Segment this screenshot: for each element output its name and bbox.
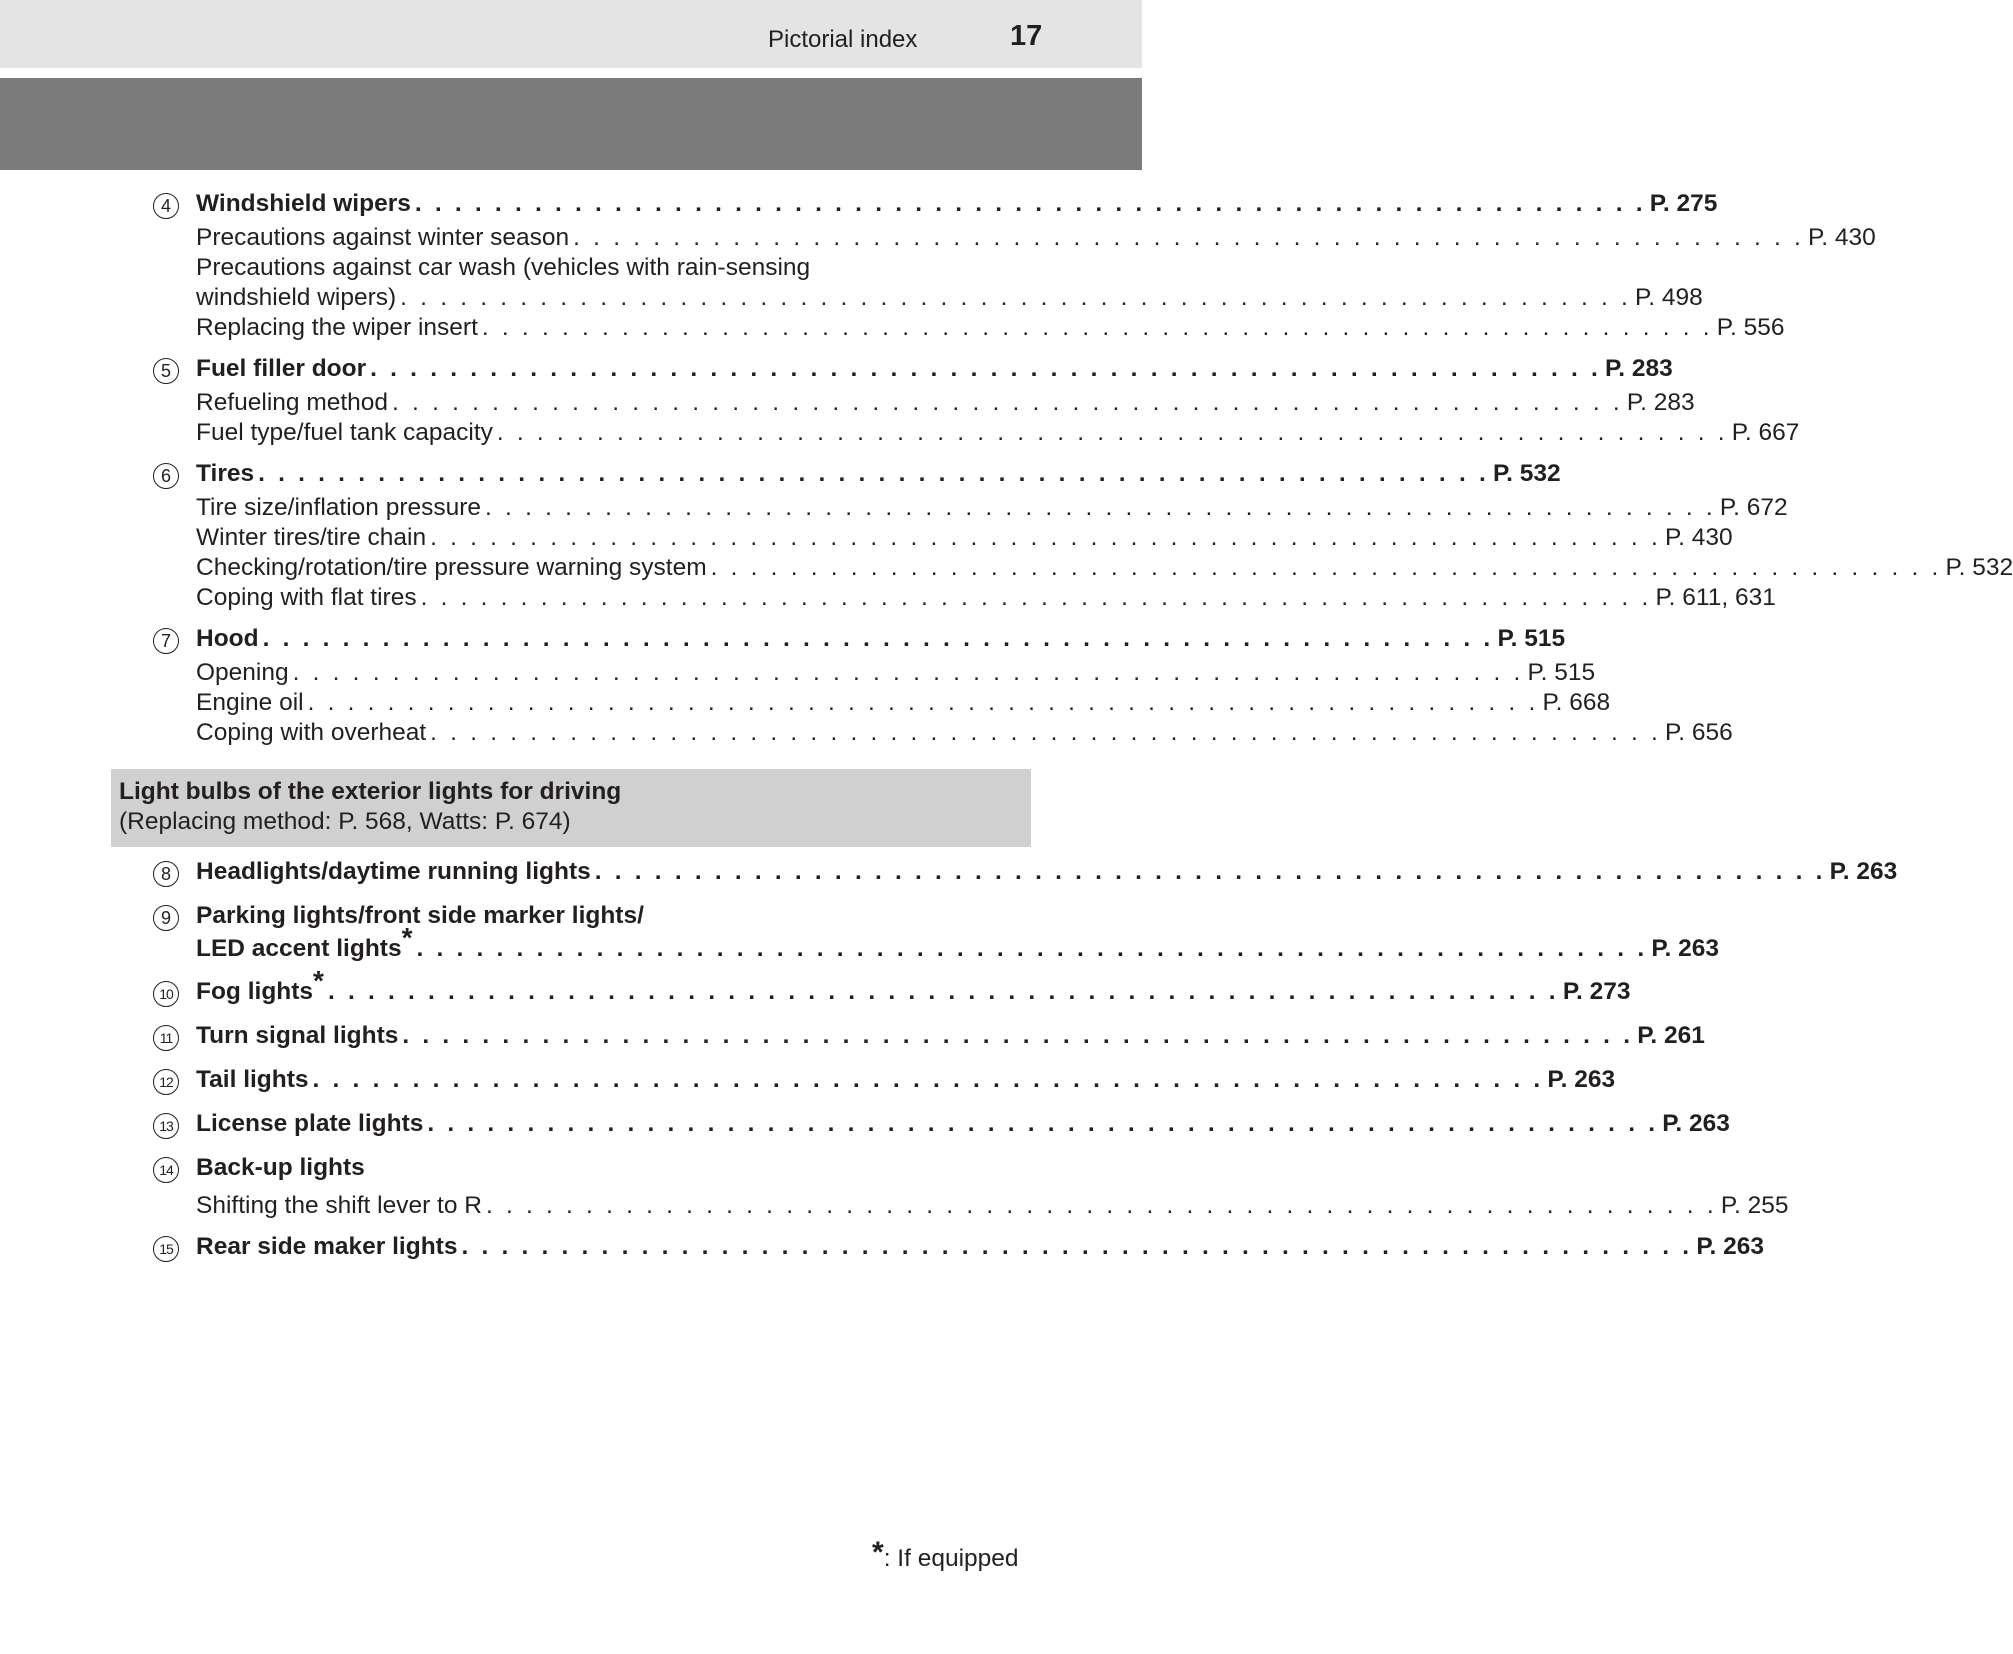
dot-leader: . . . . . . . . . . . . . . . . . . . . . . . . . . . . . . . . . . . . . . . . . . . . . . . . . . . . . . . . . . . . . . bbox=[327, 978, 1559, 1005]
dot-leader: . . . . . . . . . . . . . . . . . . . . . . . . . . . . . . . . . . . . . . . . . . . . . . . . . . . . . . . . . . . . . . bbox=[370, 355, 1602, 382]
subentry-hood-opening[interactable] bbox=[196, 657, 1596, 689]
dot-leader: . . . . . . . . . . . . . . . . . . . . . . . . . . . . . . . . . . . . . . . . . . . . . . . . . . . . . . . . . . . . . . bbox=[485, 1192, 1717, 1219]
page-ref: P. 275 bbox=[1649, 190, 1718, 217]
entry-fog-lights[interactable] bbox=[196, 965, 1631, 1008]
item-number-15: 15 bbox=[153, 1236, 179, 1262]
entry-parking-lights-line1: Parking lights/front side marker lights/ bbox=[196, 902, 644, 929]
dot-leader: . . . . . . . . . . . . . . . . . . . . . . . . . . . . . . . . . . . . . . . . . . . . . . . . . . . . . . . . . . . . . . bbox=[312, 1066, 1544, 1093]
item-number-6: 6 bbox=[153, 463, 179, 489]
light-bulbs-subtitle: (Replacing method: P. 568, Watts: P. 674) bbox=[119, 808, 571, 835]
subentry-engine-oil[interactable] bbox=[196, 687, 1611, 719]
item-number-4: 4 bbox=[153, 193, 179, 219]
entry-tires[interactable] bbox=[196, 458, 1561, 490]
item-number-9: 9 bbox=[153, 905, 179, 931]
entry-turn-signal-lights[interactable] bbox=[196, 1020, 1705, 1052]
entry-fuel-filler-door[interactable] bbox=[196, 353, 1673, 385]
entry-title: License plate lights bbox=[196, 1110, 424, 1137]
page-ref: P. 611, 631 bbox=[1655, 584, 1776, 611]
header-band bbox=[0, 0, 1142, 68]
dot-leader: . . . . . . . . . . . . . . . . . . . . . . . . . . . . . . . . . . . . . . . . . . . . . . . . . . . . . . . . . . . . . . bbox=[430, 719, 1662, 746]
page-ref: P. 515 bbox=[1527, 659, 1596, 686]
footnote bbox=[872, 1536, 1019, 1573]
dot-leader: . . . . . . . . . . . . . . . . . . . . . . . . . . . . . . . . . . . . . . . . . . . . . . . . . . . . . . . . . . . . . . bbox=[392, 389, 1623, 416]
page-ref: P. 263 bbox=[1651, 935, 1720, 962]
subentry-label: Tire size/inflation pressure bbox=[196, 494, 482, 521]
page-ref: P. 263 bbox=[1829, 858, 1898, 885]
light-bulbs-title: Light bulbs of the exterior lights for driving bbox=[119, 778, 622, 805]
item-number-12: 12 bbox=[153, 1069, 179, 1095]
subentry-car-wash[interactable] bbox=[196, 282, 1703, 314]
page-ref: P. 263 bbox=[1696, 1233, 1764, 1260]
dot-leader: . . . . . . . . . . . . . . . . . . . . . . . . . . . . . . . . . . . . . . . . . . . . . . . . . . . . . . . . . . . . . . bbox=[573, 224, 1805, 251]
page-ref: P. 498 bbox=[1635, 284, 1703, 311]
dot-leader: . . . . . . . . . . . . . . . . . . . . . . . . . . . . . . . . . . . . . . . . . . . . . . . . . . . . . . . . . . . . . . bbox=[307, 689, 1539, 716]
entry-hood[interactable] bbox=[196, 623, 1566, 655]
entry-back-up-lights[interactable]: Back-up lights bbox=[196, 1154, 365, 1181]
entry-windshield-wipers[interactable] bbox=[196, 188, 1718, 220]
page-ref: P. 556 bbox=[1716, 314, 1785, 341]
if-equipped-star: * bbox=[313, 965, 324, 996]
page-ref: P. 532 bbox=[1945, 554, 2013, 581]
dot-leader: . . . . . . . . . . . . . . . . . . . . . . . . . . . . . . . . . . . . . . . . . . . . . . . . . . . . . . . . . . . . . . bbox=[400, 284, 1632, 311]
entry-title: Tail lights bbox=[196, 1066, 309, 1093]
subentry-winter-precautions[interactable] bbox=[196, 222, 1876, 254]
dot-leader: . . . . . . . . . . . . . . . . . . . . . . . . . . . . . . . . . . . . . . . . . . . . . . . . . . . . . . . . . . . . . . bbox=[420, 584, 1652, 611]
dot-leader: . . . . . . . . . . . . . . . . . . . . . . . . . . . . . . . . . . . . . . . . . . . . . . . . . . . . . . . . . . . . . . bbox=[710, 554, 1942, 581]
subentry-label: Shifting the shift lever to R bbox=[196, 1192, 482, 1219]
subentry-label: Refueling method bbox=[196, 389, 389, 416]
page-ref: P. 656 bbox=[1665, 719, 1733, 746]
page-ref: P. 532 bbox=[1492, 460, 1561, 487]
light-bulbs-box bbox=[111, 769, 1031, 847]
entry-title: Fog lights* bbox=[196, 965, 324, 1005]
dot-leader: . . . . . . . . . . . . . . . . . . . . . . . . . . . . . . . . . . . . . . . . . . . . . . . . . . . . . . . . . . . . . . bbox=[414, 190, 1646, 217]
page-ref: P. 261 bbox=[1637, 1022, 1705, 1049]
item-number-5: 5 bbox=[153, 358, 179, 384]
entry-parking-lights[interactable] bbox=[196, 922, 1720, 965]
subentry-car-wash-line1: Precautions against car wash (vehicles with rain-sensing bbox=[196, 254, 811, 281]
entry-rear-side-marker-lights[interactable] bbox=[196, 1231, 1764, 1263]
dot-leader: . . . . . . . . . . . . . . . . . . . . . . . . . . . . . . . . . . . . . . . . . . . . . . . . . . . . . . . . . . . . . . bbox=[416, 935, 1648, 962]
page-ref: P. 263 bbox=[1662, 1110, 1730, 1137]
page-ref: P. 515 bbox=[1497, 625, 1566, 652]
page-ref: P. 283 bbox=[1605, 355, 1673, 382]
page-ref: P. 430 bbox=[1808, 224, 1876, 251]
dot-leader: . . . . . . . . . . . . . . . . . . . . . . . . . . . . . . . . . . . . . . . . . . . . . . . . . . . . . . . . . . . . . . bbox=[427, 1110, 1659, 1137]
entry-title: Headlights/daytime running lights bbox=[196, 858, 591, 885]
subentry-fuel-type[interactable] bbox=[196, 417, 1800, 449]
dot-leader: . . . . . . . . . . . . . . . . . . . . . . . . . . . . . . . . . . . . . . . . . . . . . . . . . . . . . . . . . . . . . . bbox=[496, 419, 1728, 446]
subentry-refueling[interactable] bbox=[196, 387, 1695, 419]
subentry-shift-lever[interactable] bbox=[196, 1190, 1789, 1222]
subentry-tire-size[interactable] bbox=[196, 492, 1788, 524]
page-ref: P. 672 bbox=[1719, 494, 1788, 521]
item-number-11: 11 bbox=[153, 1025, 179, 1051]
entry-title: Tires bbox=[196, 460, 255, 487]
footnote-star: * bbox=[872, 1536, 884, 1569]
subentry-wiper-insert[interactable] bbox=[196, 312, 1785, 344]
dot-leader: . . . . . . . . . . . . . . . . . . . . . . . . . . . . . . . . . . . . . . . . . . . . . . . . . . . . . . . . . . . . . . bbox=[402, 1022, 1634, 1049]
subentry-label: Coping with flat tires bbox=[196, 584, 417, 611]
subentry-tire-checking[interactable] bbox=[196, 552, 2013, 584]
dot-leader: . . . . . . . . . . . . . . . . . . . . . . . . . . . . . . . . . . . . . . . . . . . . . . . . . . . . . . . . . . . . . . bbox=[481, 314, 1713, 341]
entry-title: LED accent lights* bbox=[196, 922, 413, 962]
subentry-flat-tires[interactable] bbox=[196, 582, 1776, 614]
dot-leader: . . . . . . . . . . . . . . . . . . . . . . . . . . . . . . . . . . . . . . . . . . . . . . . . . . . . . . . . . . . . . . bbox=[461, 1233, 1693, 1260]
item-number-10: 10 bbox=[153, 981, 179, 1007]
entry-headlights[interactable] bbox=[196, 856, 1898, 888]
dot-leader: . . . . . . . . . . . . . . . . . . . . . . . . . . . . . . . . . . . . . . . . . . . . . . . . . . . . . . . . . . . . . . bbox=[258, 460, 1489, 487]
entry-title: Hood bbox=[196, 625, 259, 652]
subentry-label: Winter tires/tire chain bbox=[196, 524, 427, 551]
section-title: Pictorial index bbox=[768, 26, 918, 53]
item-number-13: 13 bbox=[153, 1113, 179, 1139]
subentry-label: Checking/rotation/tire pressure warning system bbox=[196, 554, 707, 581]
page-ref: P. 668 bbox=[1542, 689, 1611, 716]
entry-title: Fuel filler door bbox=[196, 355, 367, 382]
if-equipped-star: * bbox=[401, 922, 413, 953]
item-number-14: 14 bbox=[153, 1157, 179, 1183]
entry-title: Windshield wipers bbox=[196, 190, 411, 217]
subentry-label: Coping with overheat bbox=[196, 719, 427, 746]
subentry-label: Precautions against winter season bbox=[196, 224, 570, 251]
entry-title: Rear side maker lights bbox=[196, 1233, 458, 1260]
subentry-label: Engine oil bbox=[196, 689, 304, 716]
dot-leader: . . . . . . . . . . . . . . . . . . . . . . . . . . . . . . . . . . . . . . . . . . . . . . . . . . . . . . . . . . . . . . bbox=[594, 858, 1826, 885]
page-ref: P. 430 bbox=[1664, 524, 1733, 551]
dot-leader: . . . . . . . . . . . . . . . . . . . . . . . . . . . . . . . . . . . . . . . . . . . . . . . . . . . . . . . . . . . . . . bbox=[485, 494, 1716, 521]
page-ref: P. 263 bbox=[1547, 1066, 1616, 1093]
page-number: 17 bbox=[1010, 20, 1043, 52]
entry-title: Turn signal lights bbox=[196, 1022, 399, 1049]
footnote-text: : If equipped bbox=[883, 1545, 1019, 1572]
subentry-overheat[interactable] bbox=[196, 717, 1733, 749]
page-ref: P. 283 bbox=[1626, 389, 1695, 416]
page-ref: P. 273 bbox=[1562, 978, 1631, 1005]
dot-leader: . . . . . . . . . . . . . . . . . . . . . . . . . . . . . . . . . . . . . . . . . . . . . . . . . . . . . . . . . . . . . . bbox=[430, 524, 1661, 551]
subentry-label: Replacing the wiper insert bbox=[196, 314, 478, 341]
subentry-winter-tires[interactable] bbox=[196, 522, 1733, 554]
item-number-7: 7 bbox=[153, 628, 179, 654]
page-ref: P. 255 bbox=[1720, 1192, 1789, 1219]
item-number-8: 8 bbox=[153, 861, 179, 887]
page-ref: P. 667 bbox=[1731, 419, 1800, 446]
header-dark-band bbox=[0, 78, 1142, 170]
dot-leader: . . . . . . . . . . . . . . . . . . . . . . . . . . . . . . . . . . . . . . . . . . . . . . . . . . . . . . . . . . . . . . bbox=[292, 659, 1524, 686]
subentry-label: windshield wipers) bbox=[196, 284, 397, 311]
entry-license-plate-lights[interactable] bbox=[196, 1108, 1730, 1140]
entry-tail-lights[interactable] bbox=[196, 1064, 1616, 1096]
dot-leader: . . . . . . . . . . . . . . . . . . . . . . . . . . . . . . . . . . . . . . . . . . . . . . . . . . . . . . . . . . . . . . bbox=[262, 625, 1494, 652]
subentry-label: Fuel type/fuel tank capacity bbox=[196, 419, 493, 446]
subentry-label: Opening bbox=[196, 659, 289, 686]
